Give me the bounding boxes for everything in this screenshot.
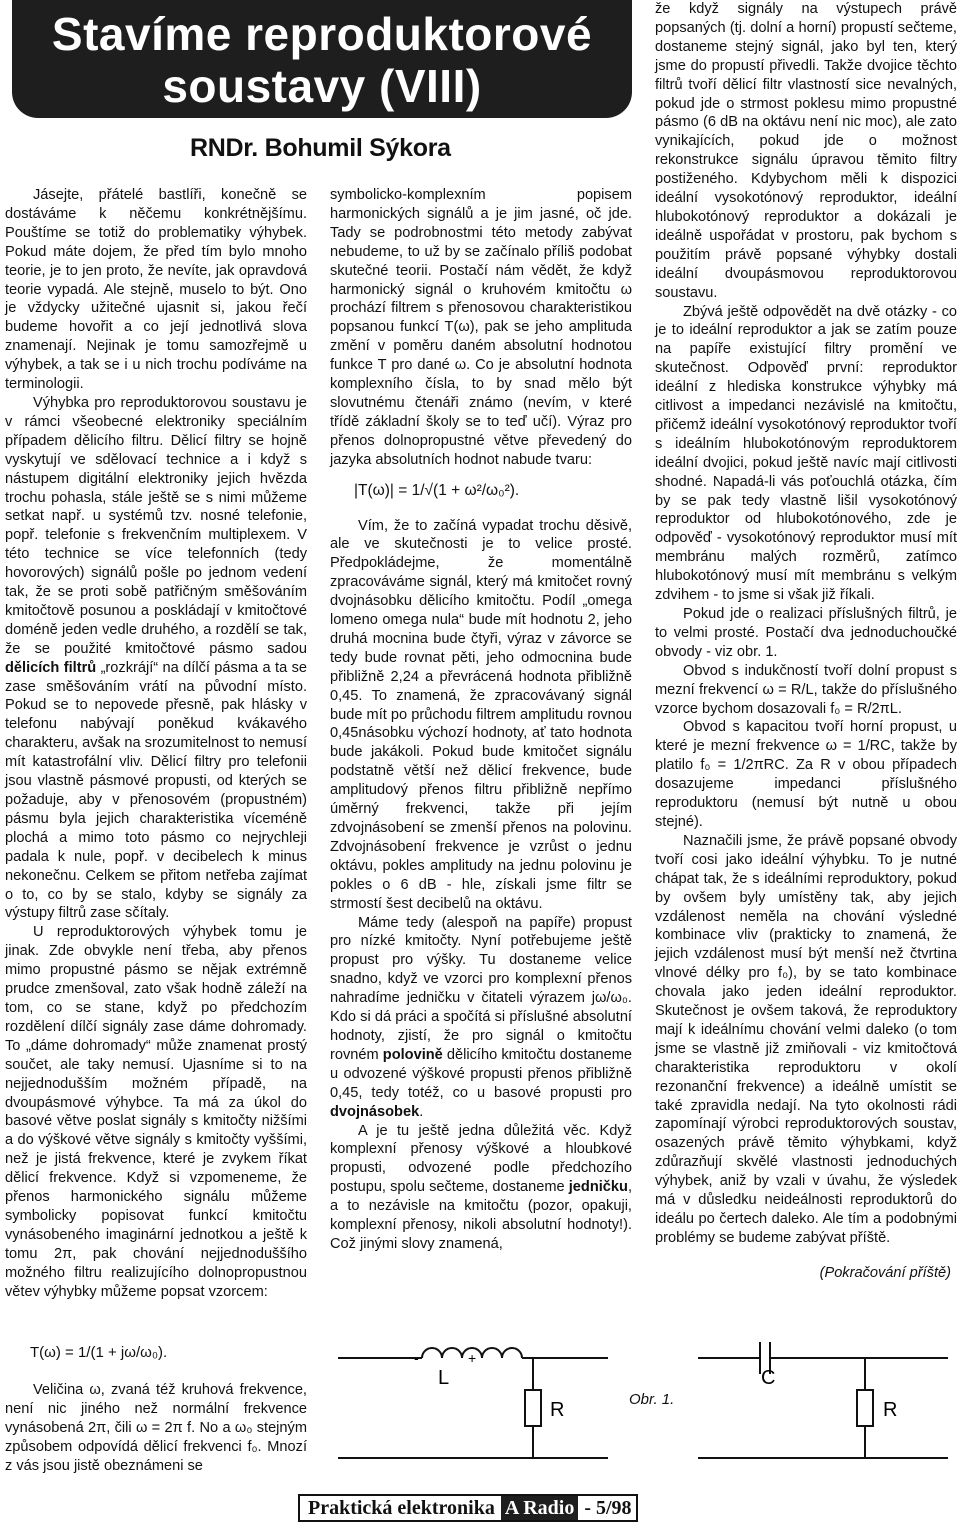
paragraph: Máme tedy (alespoň na papíře) propust pro nízké kmitočty. Nyní potřebujeme ještě propust pro výšky. Tu dostaneme velice snadno, když ve vzorci pro komplexní přenos nahradíme jedničku v čitateli výrazem jω/ω₀. Kdo si dá práci a spočítá si příslušné absolutní hodnoty, zjistí, že pro signál o kmitočtu rovném polovině dělicího kmitočtu dostaneme u odvozené výškové propusti přenos přibližně 0,45, tedy totéž, co u basové propusti pro dvojnásobek. [330, 914, 633, 1120]
paragraph: že když signály na výstupech právě popsaných (tj. dolní a horní) propustí sečteme, dostaneme stejný signál, jako byl ten, který jsme do propustí přivedli. Takže dvojice těchto filtrů tvoří dělicí filtr vlastností sice nevalných, pokud jde o strmost poklesu mimo propustné pásmo (6 dB na oktávu není nic moc), ale zato vynikajících, pokud jde o možnost rekonstrukce signálu úpravou těmito filtry postiženého. Kdybychom měli k dispozici ideální vysokotónový reproduktor, ideální hlubokotónový reproduktor a dokázali je ideálně uspořádat v prostoru, pak bychom s použitím právě popsané výhybky dostali ideální dvoupásmovou reproduktorovou soustavu. [655, 1, 957, 301]
paragraph: Obvod s indukčností tvoří dolní propust s mezní frekvencí ω = R/L, takže do příslušného vzorce bychom dosazovali f₀ = R/2πL. [655, 662, 957, 717]
column-1 [5, 186, 307, 1301]
paragraph: U reproduktorových výhybek tomu je jinak. Zde obvykle není třeba, aby přenos mimo propustné pásmo se nějak extrémně prudce zmenšoval, zato však hodně záleží na tom, co se stane, když po předchozím rozdělení dílčí signály zase dáme dohromady. To „dáme dohromady“ může znamenat prostý součet, ale taky nemusí. Ujasníme si to na nejjednodušším možném případě, na dvoupásmové výhybce. Ta má za úkol do basové větve poslat signály s kmitočty nižšími a do výškové větve signály s kmitočty vyššími, než je jistá frekvence, které je zvykem říkat dělicí frekvence. Když si vzpomeneme, že přenos harmonického signálu můžeme symbolicky popisovat funkcí kmitočtu vynásobeného imaginární jednotkou a ještě k tomu 2π, pak chování nejjednoduššího možného filtru realizujícího dolnopropustnou větev výhybky můžeme popsat vzorcem: [5, 924, 307, 1300]
paragraph: Pokud jde o realizaci příslušných filtrů, je to velmi prosté. Postačí dva jednoduchoučké obvody - viz obr. 1. [655, 606, 957, 660]
paragraph: A je tu ještě jedna důležitá věc. Když komplexní přenosy výškové a hloubkové propusti, odvozené podle předchozího postupu, spolu sečteme, dostaneme jedničku, a to nezávisle na kmitočtu (pozor, opakuji, komplexní přenosy, nikoli absolutní hodnoty!). Což jinými slovy znamená, [330, 1122, 632, 1252]
paragraph: Obvod s kapacitou tvoří horní propust, u které je mezní frekvence ω = 1/RC, takže by platilo f₀ = 1/2πRC. Za R v obou případech dosazujeme impedanci příslušného reproduktoru (nemusí být nutně u obou stejné). [655, 719, 957, 830]
column-3 [655, 0, 957, 1283]
column-2 [330, 186, 632, 1254]
magazine-name-inverted: A Radio [501, 1496, 578, 1520]
capacitor-label: C [761, 1367, 776, 1389]
paragraph: Zbývá ještě odpovědět na dvě otázky - co je to ideální reproduktor a jak se zatím pouze na papíře existující filtry promění ve skutečnost. Odpověď první: reproduktor ideální z hlediska konstrukce výhybky má citlivost a impedanci nezávislé na kmitočtu, přičemž ideální vysokotónový reproduktor tvoří s ideálním hlubokotónovým reproduktorem ideální dvojici, pokud ještě navíc mají citlivosti shodné. Napadá-li vás poťouchlá otázka, čím by se pak tedy vlastně lišil vysokotónový reproduktor od hlubokotónového, zde je odpověď - vysokotónový reproduktor musí mít membránu malých rozměrů, zatímco hlubokotónový musí mít membránu s velkým zdvihem - to jsme si však již říkali. [655, 303, 957, 604]
paragraph: Naznačili jsme, že právě popsané obvody tvoří cosi jako ideální výhybku. To je nutné chápat tak, že s ideálními reproduktory, pokud by ovšem byly umístěny tak, aby jejich vzdálenost neměla na chování výsledné kombinace vliv (prakticky to znamená, že jejich vzdálenost musí být menší než čtvrtina vlnové délky pro f₀), by se tato kombinace chovala jako jeden ideální reproduktor. Skutečnost je ovšem taková, že reproduktory mají k ideálnímu chování velmi daleko (o tom jsme se vlastně již zmiňovali - viz kmitočtová charakteristika reproduktoru v okolí rezonanční frekvence) a ideálně umístit se také zpravidla nedají. Na tyto okolnosti rádi zapomínají výrobci reproduktorových soustav, osazených právě těmito výhybkami, když zdůrazňují skvělé vlastnosti jednoduchých výhybek, aniž by vzali v úvahu, že výsledek má v důsledku neideálnosti reproduktorů do ideálu po čertech daleko. Ale tím a podobnými problémy se budeme zabývat příště. [655, 832, 957, 1246]
paragraph: symbolicko-komplexním popisem harmonických signálů a je jim jasné, oč jde. Tady se podrobnostmi této metody zabývat nebudeme, to už by se začínalo příliš podobat skutečné teorii. Postačí nám vědět, že když harmonický signál o kruhovém kmitočtu ω prochází filtrem s přenosovou charakteristikou popsanou funkcí T(ω), pak se jeho amplituda změní v poměru daném absolutní hodnotou funkce T pro dané ω. Co je absolutní hodnota komplexního čísla, to by snad mělo být slovutnému čtenáři známo (nevím, v které třídě základní školy se to teď učí). Výraz pro přenos dolnopropustné větve převedený do jazyka absolutních hodnot nabude tvaru: [330, 187, 632, 468]
article-title-line-1: Stavíme reproduktorové [51, 8, 593, 60]
continuation-note: (Pokračování příště) [819, 1264, 951, 1281]
formula-transfer-function: T(ω) = 1/(1 + jω/ω₀). [30, 1344, 168, 1361]
paragraph: Výhybka pro reproduktorovou soustavu je v rámci všeobecné elektroniky speciálním případem dělicího filtru. Dělicí filtry se hojně vyskytují ve sdělovací technice a i když s nástupem digitální elektroniky jejich hvězda trochu pohasla, stále ještě se s nimi můžeme setkat např. u systémů tzv. nosné telefonie, popř. telefonie s frekvenčním multiplexem. V této technice se více telefonních (tedy hovorových) signálů pošle po jednom vedení tak, že se proti sobě patřičným směšováním kmitočtově posunou a poskládají v kmitočtové doméně jeden vedle druhého, a rozdělí se tak, že se použité kmitočtové pásmo sadou dělicích filtrů „rozkrájí“ na dílčí pásma a ta se zase směšováním vrátí na původní místo. Pokud se to nepovede přesně, pak hlásky v telefonu nabývají poněkud kvákavého charakteru, avšak na srozumitelnost to nemusí mít katastrofální vliv. Dělicí filtry pro telefonii jsou vlastně pásmové propusti, od kterých se požaduje, aby v přenosovém (propustném) pásmu byla jejich charakteristika víceméně plochá a mimo toto pásmo co nejrychleji padala k nule, popř. v decibelech k minus nekonečnu. Celkem se přitom netřeba zajímat o to, co by se stalo, kdyby se signály za výstupy filtrů zase sčítaly. [5, 394, 307, 922]
paragraph: Jásejte, přátelé bastlíři, konečně se dostáváme k něčemu konkrétnějšímu. Pouštíme se totiž do problematiky výhybek. Pokud máte dojem, že před tím bylo mnoho teorie, je to jen proto, že nevíte, jak opravdová teorie vypadá. Ale stejně, muselo to být. Ono je vždycky užitečné ujasnit si, jakou řečí budeme hovořit a co její jednotlivá slova znamenají. Nejinak je tomu samozřejmě u výhybek, a tak se i u nich trochu podíváme na terminologii. [5, 187, 307, 393]
resistor-symbol-2 [857, 1390, 873, 1426]
issue-number: - 5/98 [584, 1496, 632, 1519]
paragraph: Veličina ω, zvaná též kruhová frekvence, není nic jiného než normální frekvence vynásobená 2π, čili ω = 2π f. No a ω₀ stejným způsobem odpovídá dělicí frekvenci f₀. Mnozí z vás jsou jistě obeznámeni se [5, 1382, 307, 1474]
column-1-tail [5, 1381, 307, 1476]
title-banner [12, 0, 632, 118]
inductor-label: L [438, 1367, 450, 1389]
magazine-name: Praktická elektronika [308, 1496, 495, 1519]
highpass-circuit [698, 1342, 948, 1458]
resistor-label-2: R [883, 1399, 898, 1421]
paragraph: Vím, že to začíná vypadat trochu děsivě, ale ve skutečnosti je to velice prosté. Předpokládejme, že momentálně zpracováváme signál, který má kmitočet rovný dvojnásobku dělicího kmitočtu. Podíl „omega lomeno omega nula“ bude mít hodnotu 2, jeho druhá mocnina bude čtyři, výraz v závorce se tedy bude rovnat pěti, jeho odmocnina bude přibližně 2,24 a převrácená hodnota přibližně 0,45. To znamená, že zpracovávaný signál bude mít po průchodu filtrem amplitudu rovnou 0,45násobku výchozí hodnoty, ať tato hodnota bude jakákoli. Pokud bude kmitočet signálu podstatně větší než dělicí frekvence, bude amplitudový přenos filtru přibližně nepřímo úměrný frekvenci, takže při jejím zdvojnásobení se zmenší přenos na polovinu. Zdvojnásobení frekvence je vzrůst o jednu oktávu, pokles amplitudy na jednu polovinu je pokles o 6 dB - hle, získali jsme filtr se strmostí šest decibelů na oktávu. [330, 517, 632, 912]
figure-caption: Obr. 1. [629, 1391, 675, 1408]
page-footer [298, 1494, 638, 1522]
resistor-label-1: R [550, 1399, 565, 1421]
plus-sign: + [468, 1350, 477, 1366]
formula-absolute-value: |T(ω)| = 1/√(1 + ω²/ω₀²). [354, 481, 520, 499]
minus-sign: - [414, 1350, 419, 1366]
article-title-line-2: soustavy (VIII) [162, 60, 482, 112]
author-name: RNDr. Bohumil Sýkora [190, 134, 451, 162]
resistor-symbol-1 [525, 1390, 541, 1426]
